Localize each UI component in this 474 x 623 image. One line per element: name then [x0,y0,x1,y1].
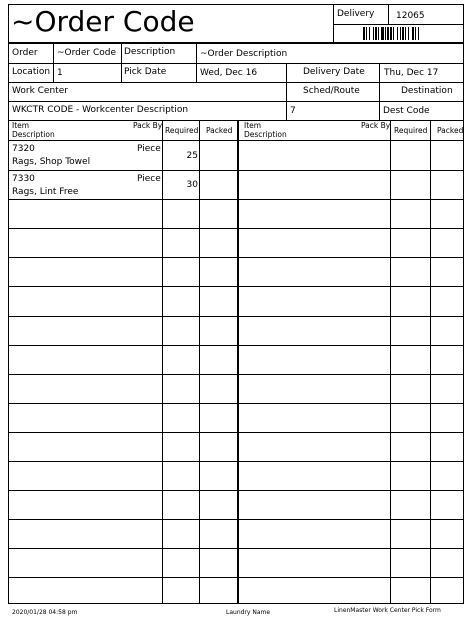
table-row-line [8,490,464,491]
sched-route-value: 7 [290,106,296,116]
table-row-line [8,345,464,346]
item-required: 30 [186,180,198,190]
laundry-name: Laundry Name [226,609,271,616]
table-row-line [8,432,464,433]
table-row-line [8,548,464,549]
description-value: ~Order Description [200,49,288,59]
work-center-label: Work Center [12,86,68,96]
barcode-bar [373,27,374,40]
location-divider-2 [121,63,122,82]
item-required: 25 [186,151,198,161]
table-row-line [8,228,464,229]
pack-by-col-header-right: Pack By [361,121,391,130]
table-row-line [8,577,464,578]
destination-label: Destination [401,86,453,96]
row-rule-3 [8,101,464,102]
barcode [363,27,461,40]
item-description: Rags, Shop Towel [12,157,91,167]
location-label: Location [12,67,51,77]
table-row-line [8,257,464,258]
description-col-header-right: Description [244,130,287,139]
description-col-header: Description [12,130,55,139]
barcode-bar [363,27,365,40]
dest-code-label: Dest Code [383,106,430,116]
item-col-header-right: Item [244,121,262,130]
row-rule-2 [8,82,464,83]
table-row-line [8,374,464,375]
barcode-bar [402,27,404,40]
required-col-header: Required [165,126,199,135]
barcode-bar [381,27,384,40]
item-description: Rags, Lint Free [12,187,79,197]
table-column-line [430,120,431,604]
barcode-bar [405,27,406,40]
barcode-bar [415,27,416,40]
table-row-line [8,316,464,317]
barcode-bar [366,27,367,40]
barcode-bar [385,27,386,40]
pick-date-value: Wed, Dec 16 [200,68,258,78]
order-value: ~Order Code [57,48,117,58]
item-pack-by: Piece [137,174,161,184]
barcode-bar [369,27,370,40]
table-column-line [390,120,391,604]
row-rule-4 [8,120,464,121]
delivery-date-label: Delivery Date [303,67,365,77]
item-pack-by: Piece [137,144,161,154]
sched-route-label: Sched/Route [303,86,360,96]
packed-col-header-right: Packed [437,126,464,135]
barcode-bar [375,27,377,40]
item-code: 7330 [12,174,35,184]
order-label: Order [12,48,38,58]
table-row-line [8,461,464,462]
header-rule [8,42,464,44]
table-column-line [199,120,200,604]
barcode-bar [397,27,398,40]
table-row-line [8,519,464,520]
barcode-bar [408,27,409,40]
table-row-line [8,170,464,171]
form-border [8,4,464,604]
barcode-bar [418,27,419,40]
barcode-bar [412,27,414,40]
table-row-line [8,403,464,404]
location-value: 1 [57,68,63,78]
table-header-rule [8,140,464,141]
location-divider-4 [286,63,287,82]
pack-by-col-header: Pack By [133,121,163,130]
barcode-bar [387,27,389,40]
barcode-bar [400,27,401,40]
item-code: 7320 [12,144,35,154]
order-divider [53,44,54,63]
barcode-bar [390,27,392,40]
delivery-label: Delivery [337,9,375,19]
delivery-divider [388,4,389,25]
barcode-bar [393,27,394,40]
table-row-line [8,199,464,200]
location-divider-3 [196,63,197,82]
location-divider [53,63,54,82]
order-divider-3 [196,44,197,63]
pick-date-label: Pick Date [124,67,167,77]
delivery-date-value: Thu, Dec 17 [384,68,439,78]
delivery-underline [333,24,464,25]
table-column-line [238,120,239,604]
work-center-value: WKCTR CODE - Workcenter Description [12,105,189,115]
required-col-header-right: Required [394,126,428,135]
description-label: Description [124,47,176,57]
barcode-bar [378,27,379,40]
order-divider-2 [121,44,122,63]
print-timestamp: 2020/01/28 04:58 pm [12,609,78,616]
form-name: LinenMaster Work Center Pick Form [334,607,441,614]
location-divider-5 [379,63,380,120]
delivery-number: 12065 [396,11,425,21]
row-rule [8,63,464,64]
table-row-line [8,286,464,287]
item-col-header: Item [12,121,30,130]
order-code-title: ~Order Code [11,5,195,38]
packed-col-header: Packed [206,126,233,135]
table-column-line [162,120,163,604]
